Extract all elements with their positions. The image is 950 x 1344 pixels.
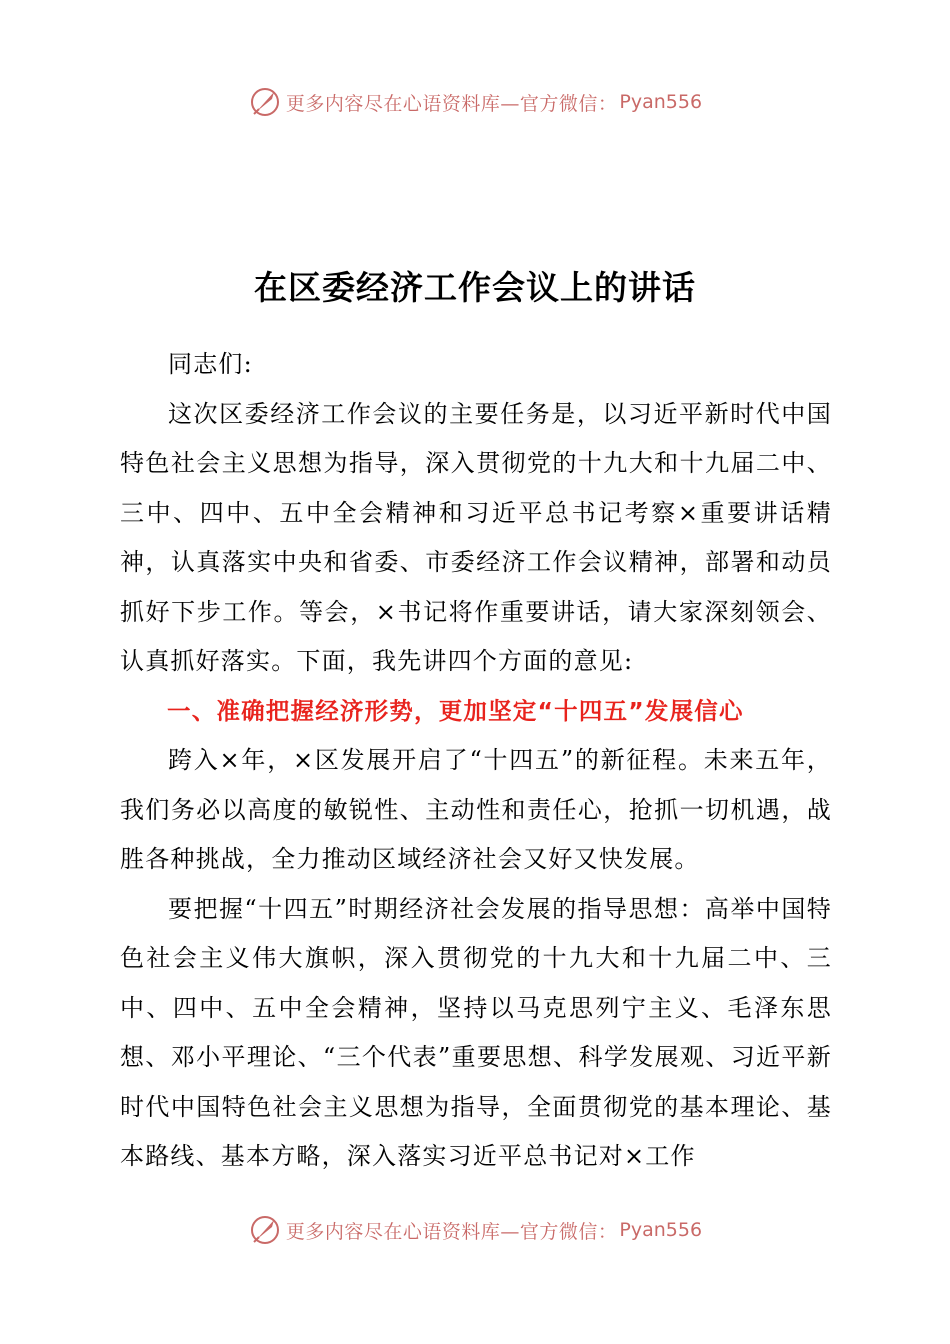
document-title: 在区委经济工作会议上的讲话 bbox=[254, 268, 696, 307]
watermark-wechat-id: Pyan556 bbox=[619, 1219, 703, 1241]
watermark-text: 更多内容尽在心语资料库—官方微信： bbox=[285, 1220, 618, 1243]
footer-watermark bbox=[0, 1210, 950, 1250]
quill-logo-icon bbox=[248, 85, 282, 119]
body-paragraph: 这次区委经济工作会议的主要任务是，以习近平新时代中国特色社会主义思想为指导，深入贯彻党的十九大和十九届二中、三中、四中、五中全会精神和习近平总书记考察×重要讲话精神，认真落实中央和省委、市委经济工作会议精神，部署和动员抓好下步工作。等会，×书记将作重要讲话，请大家深刻领会、认真抓好落实。下面，我先讲四个方面的意见: bbox=[120, 399, 832, 675]
body-paragraph: 跨入×年，×区发展开启了“十四五”的新征程。未来五年，我们务必以高度的敏锐性、主动性和责任心，抢抓一切机遇，战胜各种挑战，全力推动区域经济社会又好又快发展。 bbox=[120, 746, 832, 873]
document-body bbox=[120, 340, 832, 1182]
watermark-text: 更多内容尽在心语资料库—官方微信： bbox=[285, 92, 618, 115]
body-paragraph: 要把握“十四五”时期经济社会发展的指导思想：高举中国特色社会主义伟大旗帜，深入贯彻党的十九大和十九届二中、三中、四中、五中全会精神，坚持以马克思列宁主义、毛泽东思想、邓小平理论、“三个代表”重要思想、科学发展观、习近平新时代中国特色社会主义思想为指导，全面贯彻党的基本理论、基本路线、基本方略，深入落实习近平总书记对×工作 bbox=[120, 894, 832, 1170]
salutation: 同志们: bbox=[168, 350, 253, 378]
watermark-wechat-id: Pyan556 bbox=[619, 91, 703, 113]
section-heading: 一、准确把握经济形势，更加坚定“十四五”发展信心 bbox=[167, 696, 744, 725]
header-watermark bbox=[0, 82, 950, 122]
quill-logo-icon bbox=[248, 1213, 282, 1247]
